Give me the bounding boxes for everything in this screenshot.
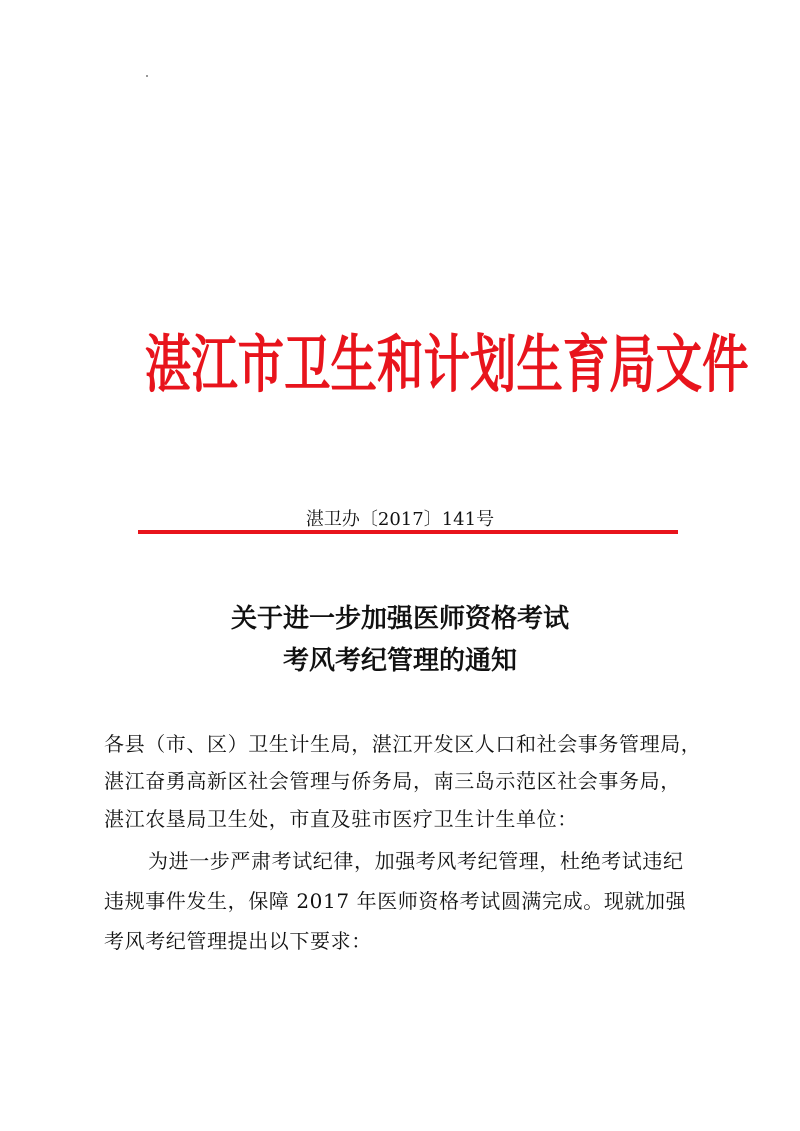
paragraph-line: 为进一步严肃考试纪律，加强考风考纪管理，杜绝考试违纪: [148, 849, 684, 873]
paragraph-line: 考风考纪管理提出以下要求：: [104, 929, 372, 953]
paragraph-line: 违规事件发生，保障 2017 年医师资格考试圆满完成。现就加强: [104, 889, 687, 913]
addressee-line: 各县（市、区）卫生计生局，湛江开发区人口和社会事务管理局，: [104, 732, 702, 756]
notice-title-line-2: 考风考纪管理的通知: [282, 646, 517, 676]
addressee-line: 湛江奋勇高新区社会管理与侨务局，南三岛示范区社会事务局，: [104, 769, 681, 793]
masthead-title: 湛江市卫生和计划生育局文件: [144, 327, 749, 401]
scan-speck: [146, 75, 148, 77]
notice-title-line-1: 关于进一步加强医师资格考试: [230, 604, 569, 634]
red-divider-line: [138, 530, 678, 534]
addressee-line: 湛江农垦局卫生处，市直及驻市医疗卫生计生单位：: [104, 807, 578, 831]
document-number: 湛卫办〔2017〕141号: [305, 509, 495, 530]
